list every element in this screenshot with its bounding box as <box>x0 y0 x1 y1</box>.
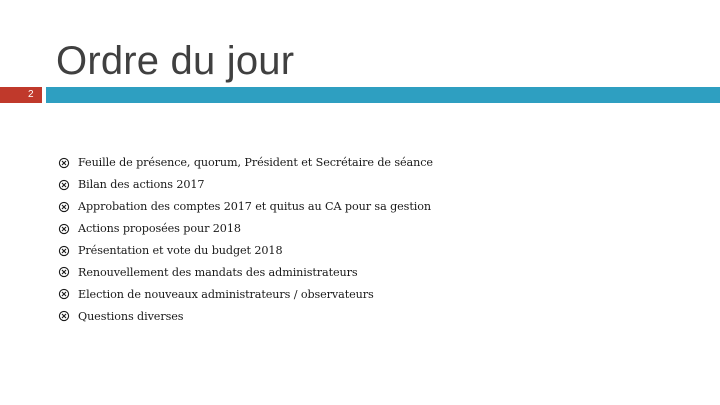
list-item-text: Questions diverses <box>78 309 184 323</box>
agenda-list <box>58 152 433 327</box>
list-item <box>58 240 433 262</box>
list-item <box>58 196 433 218</box>
list-item-text: Renouvellement des mandats des administrateurs <box>78 265 358 279</box>
circle-x-icon <box>58 201 78 213</box>
slide-number: 2 <box>28 89 34 100</box>
circle-x-icon <box>58 310 78 322</box>
circle-x-icon <box>58 288 78 300</box>
list-item <box>58 305 433 327</box>
list-item-text: Présentation et vote du budget 2018 <box>78 244 283 257</box>
circle-x-icon <box>58 223 78 235</box>
list-item <box>58 174 433 196</box>
list-item <box>58 218 433 240</box>
list-item-text: Actions proposées pour 2018 <box>78 222 241 236</box>
list-item-text: Feuille de présence, quorum, Président et Secrétaire de séance <box>78 156 433 170</box>
circle-x-icon <box>58 179 78 191</box>
list-item-text: Election de nouveaux administrateurs / observateurs <box>78 287 374 301</box>
title-accent-bar <box>46 87 720 103</box>
list-item-text: Approbation des comptes 2017 et quitus au CA pour sa gestion <box>78 200 431 214</box>
list-item-text: Bilan des actions 2017 <box>78 178 205 192</box>
slide-title: Ordre du jour <box>56 39 295 83</box>
list-item <box>58 283 433 305</box>
circle-x-icon <box>58 266 78 278</box>
list-item <box>58 261 433 283</box>
circle-x-icon <box>58 157 78 169</box>
circle-x-icon <box>58 245 78 257</box>
list-item <box>58 152 433 174</box>
